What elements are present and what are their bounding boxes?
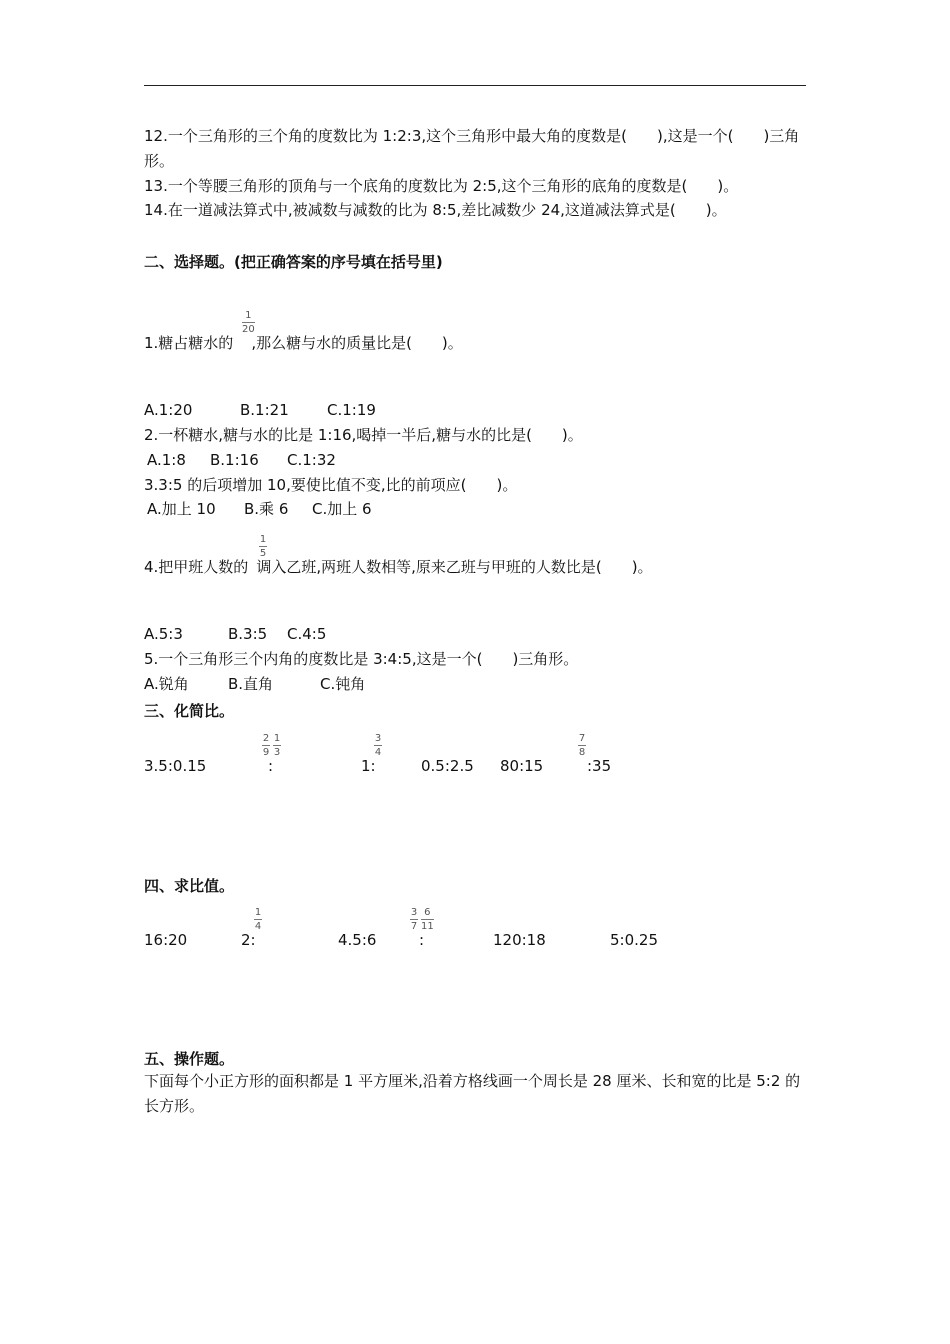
choice-5-option-a: A.锐角	[144, 675, 189, 693]
choice-1-text	[144, 333, 463, 353]
ratio-item-b-fraction: 1 4	[254, 907, 262, 932]
choice-4-fraction	[259, 534, 267, 559]
choice-1-post: ,那么糖与水的质量比是( )。	[251, 334, 463, 352]
simplify-item-b-fractions	[262, 733, 281, 758]
ratio-item-a: 16:20	[144, 931, 188, 949]
fraction: $\frac{1}{3}$	[273, 733, 281, 758]
fraction-denominator: 20	[242, 324, 255, 335]
choice-5-option-c: C.钝角	[320, 675, 366, 693]
fraction: $\frac{2}{9}$	[262, 733, 270, 758]
section-4-heading: 四、求比值。	[144, 877, 235, 895]
ratio-item-b: 2:	[241, 931, 256, 949]
simplify-item-c-fraction: 3 4	[374, 733, 382, 758]
ratio-item-e: 120:18	[493, 931, 546, 949]
choice-1-pre: 1.糖占糖水的	[144, 334, 234, 352]
choice-3-option-b: B.乘 6	[244, 500, 289, 518]
choice-5-option-b: B.直角	[228, 675, 274, 693]
choice-2-option-b: B.1:16	[210, 451, 259, 469]
choice-2-option-a: A.1:8	[147, 451, 186, 469]
section-5-heading: 五、操作题。	[144, 1050, 235, 1068]
ratio-item-c: 4.5:6	[338, 931, 377, 949]
choice-1-option-b: B.1:21	[240, 401, 289, 419]
choice-4-option-c: C.4:5	[287, 625, 327, 643]
question-13: 13.一个等腰三角形的顶角与一个底角的度数比为 2:5,这个三角形的底角的度数是( )。	[144, 177, 739, 195]
choice-4-pre: 4.把甲班人数的	[144, 558, 249, 576]
choice-1-fraction	[242, 310, 255, 335]
choice-3-option-a: A.加上 10	[147, 500, 216, 518]
choice-5-text: 5.一个三角形三个内角的度数比是 3:4:5,这是一个( )三角形。	[144, 650, 579, 668]
simplify-item-a: 3.5:0.15	[144, 757, 207, 775]
simplify-item-f: :35	[587, 757, 612, 775]
ratio-item-f: 5:0.25	[610, 931, 658, 949]
choice-4-text	[144, 557, 653, 577]
simplify-item-e: 80:15	[500, 757, 544, 775]
ratio-item-d-colon: :	[419, 931, 425, 949]
section-3-heading: 三、化简比。	[144, 702, 235, 720]
question-14: 14.在一道减法算式中,被减数与减数的比为 8:5,差比减数少 24,这道减法算式是( )。	[144, 201, 727, 219]
ratio-item-d-fractions	[410, 907, 434, 932]
choice-3-option-c: C.加上 6	[312, 500, 372, 518]
choice-1-option-a: A.1:20	[144, 401, 193, 419]
choice-4-option-b: B.3:5	[228, 625, 268, 643]
simplify-item-f-fraction: 7 8	[578, 733, 586, 758]
choice-4-post: 调入乙班,两班人数相等,原来乙班与甲班的人数比是( )。	[256, 558, 653, 576]
simplify-item-b-colon: :	[268, 757, 274, 775]
fraction-numerator: 1	[245, 310, 252, 321]
fraction-numerator: 1	[259, 534, 267, 545]
choice-2-text: 2.一杯糖水,糖与水的比是 1:16,喝掉一半后,糖与水的比是( )。	[144, 426, 583, 444]
simplify-item-d: 0.5:2.5	[421, 757, 474, 775]
choice-2-option-c: C.1:32	[287, 451, 336, 469]
question-12: 12.一个三角形的三个角的度数比为 1:2:3,这个三角形中最大角的度数是( ),这是一个( )三角形。	[144, 127, 800, 170]
fraction-denominator: 5	[259, 548, 267, 559]
simplify-item-c: 1:	[361, 757, 376, 775]
choice-3-text: 3.3:5 的后项增加 10,要使比值不变,比的前项应( )。	[144, 476, 518, 494]
choice-4-option-a: A.5:3	[144, 625, 183, 643]
operation-question: 下面每个小正方形的面积都是 1 平方厘米,沿着方格线画一个周长是 28 厘米、长和宽的比是 5:2 的长方形。	[144, 1072, 801, 1115]
fraction: $\frac{3}{7}$	[410, 907, 418, 932]
header-rule	[144, 85, 806, 86]
fraction: $\frac{6}{11}$	[421, 907, 434, 932]
section-2-heading: 二、选择题。(把正确答案的序号填在括号里)	[144, 253, 443, 271]
choice-1-option-c: C.1:19	[327, 401, 376, 419]
